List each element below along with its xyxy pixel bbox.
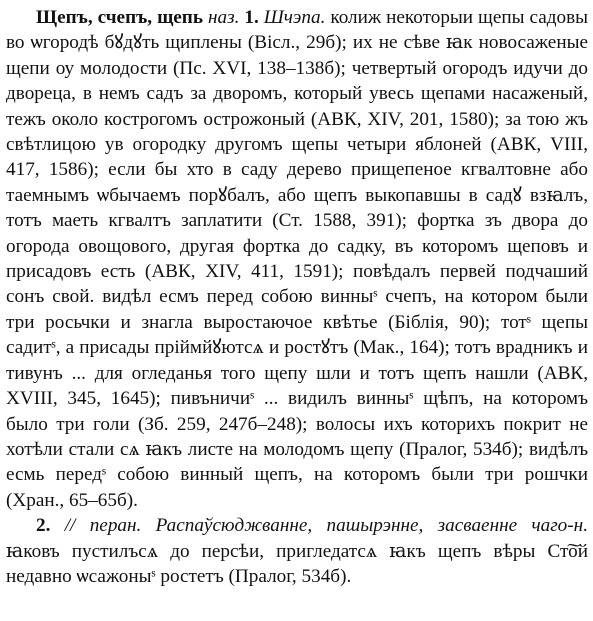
headword: Щепъ, счепъ, щепь	[36, 7, 203, 28]
grammar-label: наз.	[207, 7, 240, 28]
sense-1-definition: Шчэпа.	[263, 7, 326, 28]
sense-2-paragraph	[6, 513, 588, 589]
sense-1-citations: колиж некоторыи щепы садовы во ѡгородѣ бꙋдꙋть щиплены (Вісл., 29б); их не сѣве ꙗк новосаженые щепи оу молодости (Пс. XVI, 138–138б); четвертый огородъ идучи до двореца, в немъ садъ за дворомъ, который увесь щепами насаженый, тежъ около кострогомъ острожоный (АВК, XIV, 201, 1580); за тою жъ свѣтлицою ув огородку другомъ щепы четыри яблоней (АВК, VIII, 417, 1586); если бы хто в саду дерево прищепеное кгвалтовне або таемнымъ ѡбычаемъ порꙋбалъ, або щепъ выкопавшы в садꙋ взꙗлъ, тотъ маеть кгвалтъ заплатити (Ст. 1588, 391); фортка зъ двора до огорода овощового, другая фортка до садку, въ которомъ щеповъ и присадовъ есть (АВК, XIV, 411, 1591); повѣдалъ первей подчаший сонъ свой. видѣл есмъ перед собою винныˢ счепъ, на котором были три росьчки и знагла выростаючое квѣтье (Біблія, 90); тотˢ щепы садитˢ, а присады пріймйꙋютсѧ и ростꙋтъ (Мак., 164); тотъ врадникъ и тивунъ ... для огледанья того щепу шли и тотъ щепъ нашли (АВК, XVIII, 345, 1645); пивъничиˢ ... видилъ винныˢ щѣпъ, на которомъ было три голи (Зб. 259, 247б–248); волосы ихъ которихъ покрит не хотѣли стали сѧ ꙗкъ листе на молодомъ щепу (Пралог, 534б); видѣлъ есмь передˢ собою винный щепъ, на которомъ были три рошчки (Хран., 65–65б).	[6, 7, 589, 511]
sense-2-citations: ꙗковъ пустилъсѧ до персѣи, пригледатсѧ ꙗкъ щепъ вѣры Ст͠ой недавно ѡсажоныˢ ростетъ (Пралог, 534б).	[6, 540, 588, 587]
sense-1-paragraph	[6, 5, 588, 513]
sense-2-definition: // перан. Распаўсюджванне, пашырэнне, засваенне чаго-н.	[64, 515, 588, 537]
sense-1-number: 1.	[244, 7, 259, 28]
sense-2-number: 2.	[36, 515, 51, 537]
